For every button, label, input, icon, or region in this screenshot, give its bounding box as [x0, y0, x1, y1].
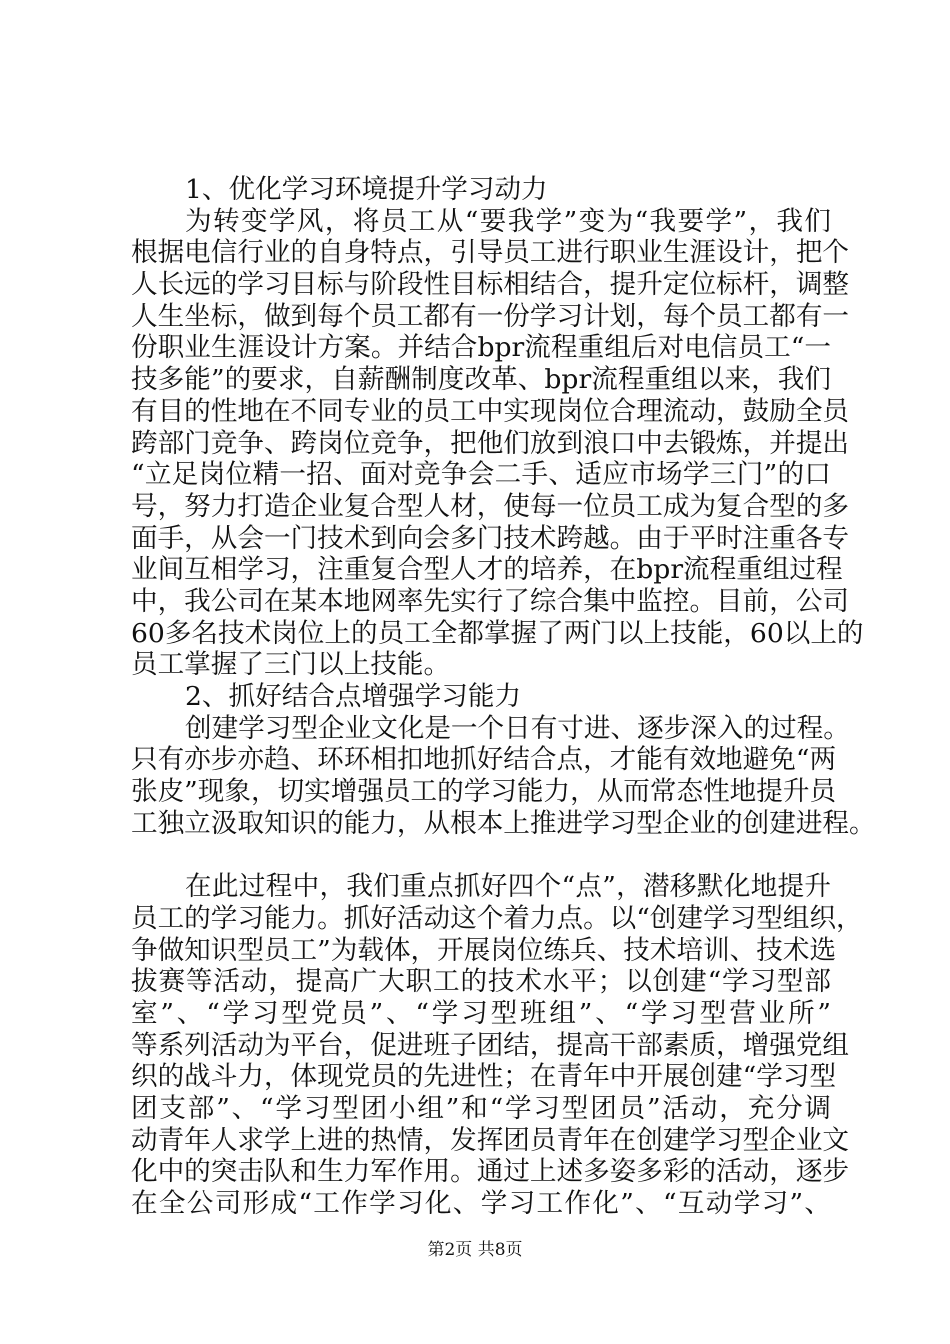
paragraph-line: 张皮”现象，切实增强员工的学习能力，从而常态性地提升员 — [131, 776, 837, 808]
section-heading: 1、优化学习环境提升学习动力 — [185, 174, 548, 205]
paragraph-line: 工独立汲取知识的能力，从根本上推进学习型企业的创建进程。 — [131, 807, 876, 839]
paragraph-line: 有目的性地在不同专业的员工中实现岗位合理流动，鼓励全员 — [131, 395, 850, 427]
paragraph-line: 化中的突击队和生力军作用。通过上述多姿多彩的活动，逐步 — [131, 1156, 850, 1188]
paragraph-line: 在此过程中，我们重点抓好四个“点”，潜移默化地提升 — [185, 871, 831, 903]
paragraph-line: 跨部门竞争、跨岗位竞争，把他们放到浪口中去锻炼，并提出 — [131, 427, 850, 459]
paragraph-line: 业间互相学习，注重复合型人才的培养，在bpr流程重组过程 — [131, 554, 843, 586]
document-body — [131, 174, 876, 1220]
paragraph-line: 等系列活动为平台，促进班子团结，提高干部素质，增强党组 — [131, 1029, 850, 1061]
paragraph-line: 份职业生涯设计方案。并结合bpr流程重组后对电信员工“一 — [131, 332, 831, 364]
paragraph-line: 面手，从会一门技术到向会多门技术跨越。由于平时注重各专 — [131, 522, 850, 554]
paragraph-line: 60多名技术岗位上的员工全都掌握了两门以上技能，60以上的 — [131, 617, 864, 649]
paragraph-line: “立足岗位精一招、面对竞争会二手、适应市场学三门”的口 — [131, 459, 831, 491]
paragraph-line: 员工掌握了三门以上技能。 — [131, 649, 451, 681]
section-heading: 2、抓好结合点增强学习能力 — [185, 681, 522, 712]
page-footer: 第2页 共8页 — [427, 1240, 523, 1260]
paragraph-line: 室”、“学习型党员”、“学习型班组”、“学习型营业所” — [131, 997, 831, 1029]
paragraph-line: 织的战斗力，体现党员的先进性；在青年中开展创建“学习型 — [131, 1061, 837, 1093]
paragraph-line: 根据电信行业的自身特点，引导员工进行职业生涯设计，把个 — [131, 237, 850, 269]
paragraph-line: 团支部”、“学习型团小组”和“学习型团员”活动，充分调 — [131, 1092, 831, 1124]
paragraph-line: 人长远的学习目标与阶段性目标相结合，提升定位标杆，调整 — [131, 269, 850, 301]
paragraph-line: 员工的学习能力。抓好活动这个着力点。以“创建学习型组织， — [131, 902, 863, 934]
paragraph-line: 只有亦步亦趋、环环相扣地抓好结合点，才能有效地避免“两 — [131, 744, 837, 776]
paragraph-line: 为转变学风，将员工从“要我学”变为“我要学”，我们 — [185, 205, 831, 237]
paragraph-line: 人生坐标，做到每个员工都有一份学习计划，每个员工都有一 — [131, 300, 850, 332]
paragraph-line: 争做知识型员工”为载体，开展岗位练兵、技术培训、技术选 — [131, 934, 837, 966]
paragraph-line: 动青年人求学上进的热情，发挥团员青年在创建学习型企业文 — [131, 1124, 850, 1156]
paragraph-line: 在全公司形成“工作学习化、学习工作化”、“互动学习”、 — [131, 1188, 831, 1219]
paragraph-line: 号，努力打造企业复合型人材，使每一位员工成为复合型的多 — [131, 490, 850, 522]
paragraph-line: 技多能”的要求，自薪酬制度改革、bpr流程重组以来，我们 — [131, 364, 831, 396]
paragraph-line: 拔赛等活动，提高广大职工的技术水平；以创建“学习型部 — [131, 966, 831, 998]
paragraph-spacer — [131, 839, 831, 871]
paragraph-line: 中，我公司在某本地网率先实行了综合集中监控。目前，公司 — [131, 585, 850, 617]
paragraph-line: 创建学习型企业文化是一个日有寸进、逐步深入的过程。 — [185, 712, 850, 744]
